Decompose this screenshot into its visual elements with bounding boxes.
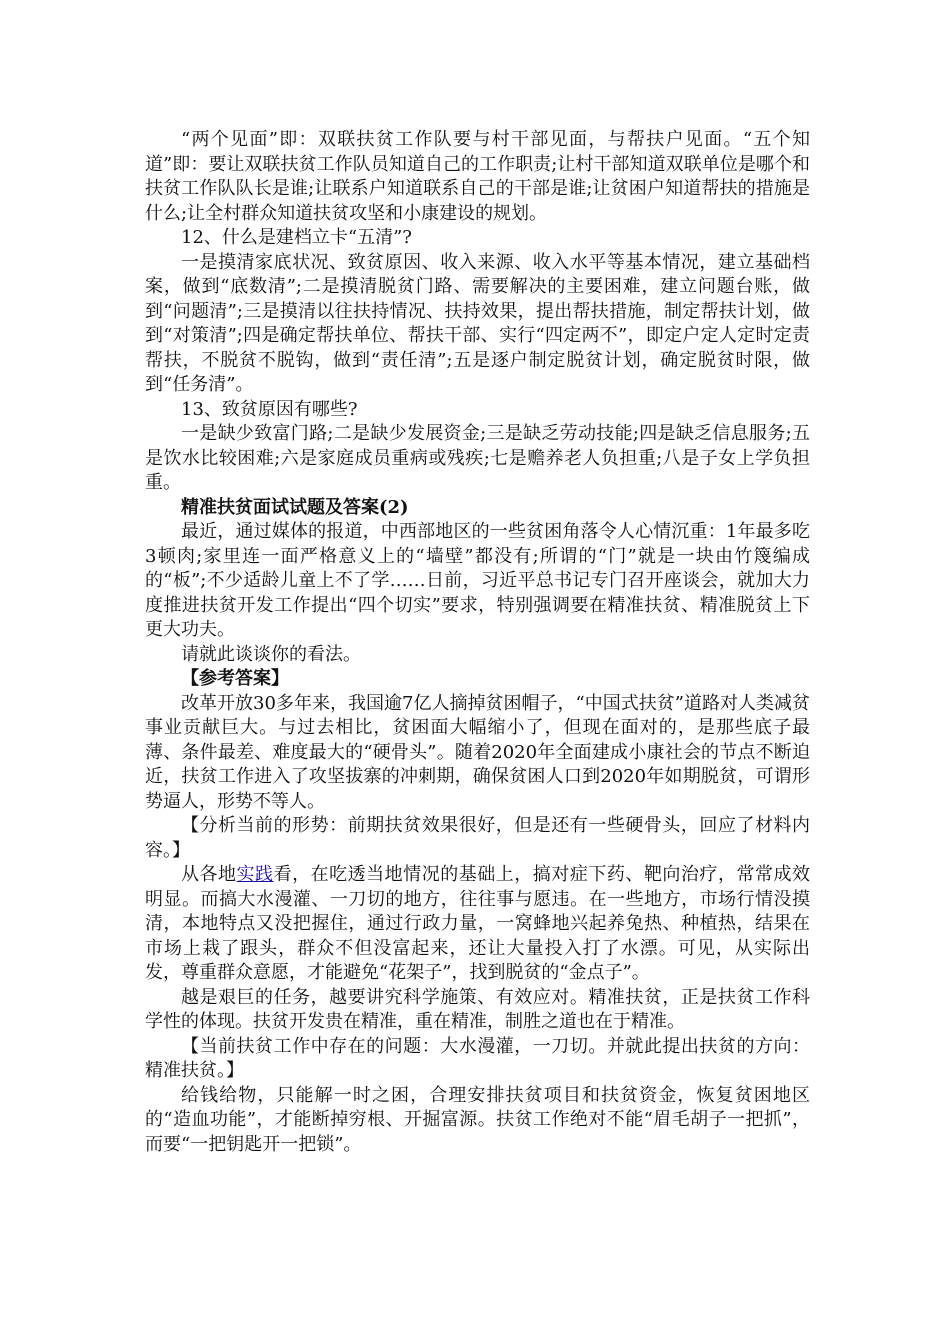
- document-body: [145, 128, 810, 1157]
- prompt-paragraph: 请就此谈谈你的看法。: [181, 643, 361, 665]
- answer-13: 一是缺少致富门路;二是缺少发展资金;三是缺乏劳动技能;四是缺乏信息服务;五是饮水比较困难;六是家庭成员重病或残疾;七是赡养老人负担重;八是子女上学负担重。: [145, 423, 810, 493]
- answer-paragraph-3: 越是艰巨的任务，越要讲究科学施策、有效应对。精准扶贫，正是扶贫工作科学性的体现。扶贫开发贵在精准，重在精准，制胜之道也在于精准。: [145, 986, 810, 1032]
- reference-answer-heading: 【参考答案】: [181, 668, 289, 689]
- question-13: 13、致贫原因有哪些?: [181, 398, 358, 420]
- paragraph-five-knows: “两个见面”即：双联扶贫工作队要与村干部见面，与帮扶户见面。“五个知道”即：要让双联扶贫工作队员知道自己的工作职责;让村干部知道双联单位是哪个和扶贫工作队队长是谁;让联系户知道联系自己的干部是谁;让贫困户知道帮扶的措施是什么;让全村群众知道扶贫攻坚和小康建设的规划。: [145, 129, 810, 224]
- answer-paragraph-2: [145, 863, 810, 986]
- answer-paragraph-4: 给钱给物，只能解一时之困，合理安排扶贫项目和扶贫资金，恢复贫困地区的“造血功能”，才能断掉穷根、开掘富源。扶贫工作绝对不能“眉毛胡子一把抓”，而要“一把钥匙开一把锁”。: [145, 1084, 810, 1155]
- answer-12: 一是摸清家底状况、致贫原因、收入来源、收入水平等基本情况，建立基础档案，做到“底数清”;二是摸清脱贫门路、需要解决的主要困难，建立问题台账，做到“问题清”;三是摸清以往扶持情况、扶持效果，提出帮扶措施，制定帮扶计划，做到“对策清”;四是确定帮扶单位、帮扶干部、实行“四定两不”，即定户定人定时定责帮扶，不脱贫不脱钩，做到“责任清”;五是逐户制定脱贫计划，确定脱贫时限，做到“任务清”。: [145, 251, 810, 395]
- answer-paragraph-2-rest: 看，在吃透当地情况的基础上，搞对症下药、靶向治疗，常常成效明显。而搞大水漫灌、一刀切的地方，往往事与愿违。在一些地方，市场行情没摸清，本地特点又没把握住，通过行政力量，一窝蜂地兴起养兔热、种植热，结果在市场上栽了跟头，群众不但没富起来，还让大量投入打了水漂。可见，从实际出发，尊重群众意愿，才能避免“花架子”，找到脱贫的“金点子”。: [145, 864, 810, 983]
- answer-paragraph-2-start: 从各地: [181, 864, 237, 885]
- analysis-note-2: 【当前扶贫工作中存在的问题：大水漫灌，一刀切。并就此提出扶贫的方向：精准扶贫。】: [145, 1035, 810, 1081]
- question-12: 12、什么是建档立卡“五清”?: [181, 227, 412, 248]
- practice-link[interactable]: 实践: [236, 864, 274, 885]
- section-heading: 精准扶贫面试试题及答案(2): [181, 496, 409, 518]
- material-paragraph: 最近，通过媒体的报道，中西部地区的一些贫困角落令人心情沉重：1年最多吃3顿肉;家里连一面严格意义上的“墙壁”都没有;所谓的“门”就是一块由竹篾编成的“板”;不少适龄儿童上不了学……日前，习近平总书记专门召开座谈会，就加大力度推进扶贫开发工作提出“四个切实”要求，特别强调要在精准扶贫、精准脱贫上下更大功夫。: [145, 521, 810, 640]
- analysis-note-1: 【分析当前的形势：前期扶贫效果很好，但是还有一些硬骨头，回应了材料内容。】: [145, 815, 810, 861]
- answer-paragraph-1: 改革开放30多年来，我国逾7亿人摘掉贫困帽子，“中国式扶贫”道路对人类减贫事业贡献巨大。与过去相比，贫困面大幅缩小了，但现在面对的，是那些底子最薄、条件最差、难度最大的“硬骨头”。随着2020年全面建成小康社会的节点不断迫近，扶贫工作进入了攻坚拔寨的冲刺期，确保贫困人口到2020年如期脱贫，可谓形势逼人，形势不等人。: [145, 692, 810, 812]
